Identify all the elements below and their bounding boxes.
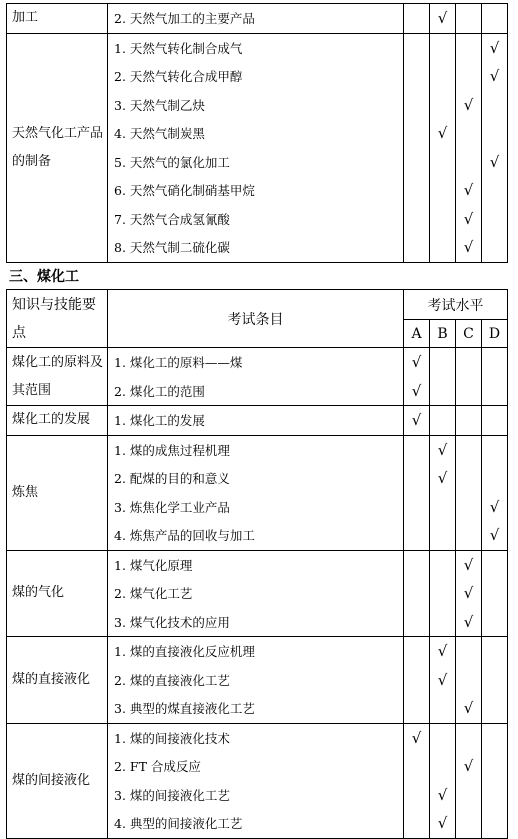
exam-item: 3. 典型的煤直接液化工艺 [114, 701, 255, 717]
check-mark [430, 406, 455, 435]
check-mark [482, 724, 507, 753]
check-mark: √ [489, 67, 500, 86]
level-column-cell [430, 637, 456, 724]
topic-cell: 煤化工的发展 [7, 406, 108, 436]
coal-chemical-table [6, 289, 508, 839]
exam-item: 2. 天然气转化合成甲醇 [114, 69, 243, 85]
check-mark [430, 176, 455, 205]
exam-item: 1. 煤化工的发展 [114, 413, 205, 429]
level-c: C [456, 320, 482, 348]
check-mark [430, 377, 455, 406]
check-mark: √ [437, 670, 448, 689]
exam-item: 2. 天然气加工的主要产品 [114, 11, 255, 27]
level-b: B [430, 320, 456, 348]
item-list-cell [108, 723, 404, 838]
check-mark [430, 62, 455, 91]
level-column-cell [430, 435, 456, 550]
exam-item: 1. 煤气化原理 [114, 557, 193, 573]
check-mark [482, 579, 507, 608]
level-column-cell [482, 406, 508, 436]
check-mark [404, 637, 429, 666]
check-mark: √ [489, 38, 500, 57]
check-mark [482, 551, 507, 580]
check-mark [482, 233, 507, 262]
table-row [7, 4, 508, 34]
check-mark [456, 464, 481, 493]
check-mark [430, 551, 455, 580]
item-list-cell [108, 550, 404, 637]
check-mark [456, 781, 481, 810]
check-mark [430, 233, 455, 262]
check-mark [404, 62, 429, 91]
exam-item: 3. 煤气化技术的应用 [114, 614, 230, 630]
check-mark [482, 781, 507, 810]
level-column-cell [456, 550, 482, 637]
topic-cell: 天然气化工产品的制备 [7, 33, 108, 262]
check-mark [430, 91, 455, 120]
natural-gas-table [6, 3, 508, 263]
level-d: D [482, 320, 508, 348]
exam-item: 5. 天然气的氯化加工 [114, 154, 230, 170]
check-mark: √ [463, 699, 474, 718]
check-mark [456, 62, 481, 91]
level-column-cell [404, 637, 430, 724]
check-mark [456, 119, 481, 148]
check-mark [482, 119, 507, 148]
check-mark [430, 579, 455, 608]
check-mark [456, 148, 481, 177]
check-mark: √ [463, 181, 474, 200]
exam-item: 2. 煤化工的范围 [114, 383, 205, 399]
check-mark [482, 608, 507, 637]
exam-item: 7. 天然气合成氢氰酸 [114, 211, 230, 227]
check-mark [482, 464, 507, 493]
level-column-cell [482, 4, 508, 34]
level-column-cell [456, 723, 482, 838]
check-mark [404, 464, 429, 493]
check-mark [430, 148, 455, 177]
level-a: A [404, 320, 430, 348]
check-mark [456, 4, 481, 33]
header-exam-item: 考试条目 [108, 290, 404, 348]
level-column-cell [456, 348, 482, 406]
check-mark: √ [411, 353, 422, 372]
check-mark [404, 205, 429, 234]
check-mark [456, 377, 481, 406]
section-title: 三、煤化工 [9, 269, 79, 285]
topic-cell: 煤的间接液化 [7, 723, 108, 838]
level-column-cell [482, 550, 508, 637]
check-mark [404, 176, 429, 205]
check-mark [404, 809, 429, 838]
check-mark [456, 809, 481, 838]
check-mark [456, 436, 481, 465]
check-mark: √ [437, 440, 448, 459]
check-mark [456, 34, 481, 63]
level-column-cell [430, 550, 456, 637]
check-mark [430, 608, 455, 637]
check-mark [482, 91, 507, 120]
check-mark [404, 91, 429, 120]
table-row [7, 33, 508, 262]
check-mark [430, 694, 455, 723]
check-mark [482, 176, 507, 205]
level-column-cell [456, 637, 482, 724]
level-column-cell [404, 723, 430, 838]
check-mark [430, 752, 455, 781]
topic-cell: 煤的气化 [7, 550, 108, 637]
check-mark [482, 406, 507, 435]
check-mark [430, 493, 455, 522]
check-mark [404, 666, 429, 695]
check-mark [456, 724, 481, 753]
table-row [7, 637, 508, 724]
level-column-cell [482, 33, 508, 262]
check-mark: √ [463, 209, 474, 228]
level-column-cell [456, 435, 482, 550]
level-column-cell [482, 435, 508, 550]
check-mark [482, 694, 507, 723]
exam-item: 1. 煤的间接液化技术 [114, 730, 230, 746]
check-mark: √ [463, 238, 474, 257]
check-mark [430, 348, 455, 377]
level-column-cell [430, 33, 456, 262]
level-column-cell [456, 4, 482, 34]
item-list-cell [108, 435, 404, 550]
check-mark [482, 809, 507, 838]
check-mark [404, 752, 429, 781]
check-mark: √ [463, 555, 474, 574]
check-mark [482, 666, 507, 695]
exam-item: 3. 煤的间接液化工艺 [114, 787, 230, 803]
level-column-cell [430, 4, 456, 34]
level-column-cell [430, 348, 456, 406]
exam-item: 3. 炼焦化学工业产品 [114, 499, 230, 515]
exam-item: 4. 炼焦产品的回收与加工 [114, 528, 255, 544]
check-mark [404, 694, 429, 723]
item-list-cell [108, 348, 404, 406]
table-row [7, 723, 508, 838]
item-list-cell [108, 406, 404, 436]
level-column-cell [404, 406, 430, 436]
level-column-cell [482, 723, 508, 838]
check-mark: √ [463, 95, 474, 114]
check-mark: √ [411, 381, 422, 400]
header-exam-level: 考试水平 [404, 290, 508, 320]
check-mark [456, 493, 481, 522]
level-column-cell [482, 348, 508, 406]
level-column-cell [404, 435, 430, 550]
topic-cell: 煤化工的原料及其范围 [7, 348, 108, 406]
level-column-cell [482, 637, 508, 724]
check-mark: √ [437, 124, 448, 143]
table-row [7, 550, 508, 637]
topic-cell: 炼焦 [7, 435, 108, 550]
level-column-cell [456, 406, 482, 436]
exam-item: 4. 天然气制炭黑 [114, 126, 205, 142]
check-mark [404, 551, 429, 580]
check-mark [482, 637, 507, 666]
header-topic: 知识与技能要点 [7, 290, 108, 348]
item-list-cell [108, 4, 404, 34]
check-mark: √ [489, 497, 500, 516]
check-mark [456, 666, 481, 695]
exam-item: 1. 煤化工的原料——煤 [114, 355, 243, 371]
table-row [7, 435, 508, 550]
check-mark [404, 148, 429, 177]
check-mark: √ [437, 642, 448, 661]
check-mark [404, 521, 429, 550]
check-mark [482, 377, 507, 406]
check-mark [404, 233, 429, 262]
check-mark [404, 436, 429, 465]
check-mark: √ [463, 757, 474, 776]
check-mark [430, 724, 455, 753]
check-mark [482, 4, 507, 33]
check-mark: √ [411, 411, 422, 430]
level-column-cell [430, 406, 456, 436]
check-mark: √ [489, 152, 500, 171]
check-mark: √ [437, 814, 448, 833]
exam-item: 3. 天然气制乙炔 [114, 97, 205, 113]
check-mark [404, 493, 429, 522]
check-mark [456, 406, 481, 435]
check-mark [482, 348, 507, 377]
exam-item: 4. 典型的间接液化工艺 [114, 816, 243, 832]
check-mark [456, 521, 481, 550]
check-mark [456, 348, 481, 377]
exam-item: 2. 配煤的目的和意义 [114, 471, 230, 487]
exam-item: 6. 天然气硝化制硝基甲烷 [114, 183, 255, 199]
topic-cell: 加工 [7, 4, 108, 34]
exam-item: 8. 天然气制二硫化碳 [114, 240, 230, 256]
check-mark [404, 781, 429, 810]
check-mark: √ [437, 469, 448, 488]
check-mark [482, 205, 507, 234]
check-mark [482, 436, 507, 465]
exam-item: 1. 天然气转化制合成气 [114, 40, 243, 56]
check-mark: √ [437, 785, 448, 804]
exam-item: 2. 煤气化工艺 [114, 586, 193, 602]
exam-item: 1. 煤的直接液化反应机理 [114, 644, 255, 660]
check-mark: √ [489, 526, 500, 545]
level-column-cell [430, 723, 456, 838]
check-mark: √ [463, 584, 474, 603]
table-row [7, 348, 508, 406]
exam-item: 2. 煤的直接液化工艺 [114, 672, 230, 688]
check-mark [404, 119, 429, 148]
table-row [7, 406, 508, 436]
level-column-cell [404, 348, 430, 406]
item-list-cell [108, 637, 404, 724]
check-mark [404, 608, 429, 637]
exam-item: 1. 煤的成焦过程机理 [114, 442, 230, 458]
check-mark [404, 4, 429, 33]
check-mark [430, 521, 455, 550]
check-mark [404, 579, 429, 608]
level-column-cell [404, 4, 430, 34]
check-mark [430, 205, 455, 234]
check-mark [482, 752, 507, 781]
item-list-cell [108, 33, 404, 262]
topic-cell: 煤的直接液化 [7, 637, 108, 724]
check-mark [430, 34, 455, 63]
exam-item: 2. FT 合成反应 [114, 759, 201, 775]
check-mark [456, 637, 481, 666]
level-column-cell [404, 33, 430, 262]
level-column-cell [456, 33, 482, 262]
check-mark: √ [437, 9, 448, 28]
check-mark: √ [411, 728, 422, 747]
check-mark: √ [463, 612, 474, 631]
check-mark [404, 34, 429, 63]
level-column-cell [404, 550, 430, 637]
